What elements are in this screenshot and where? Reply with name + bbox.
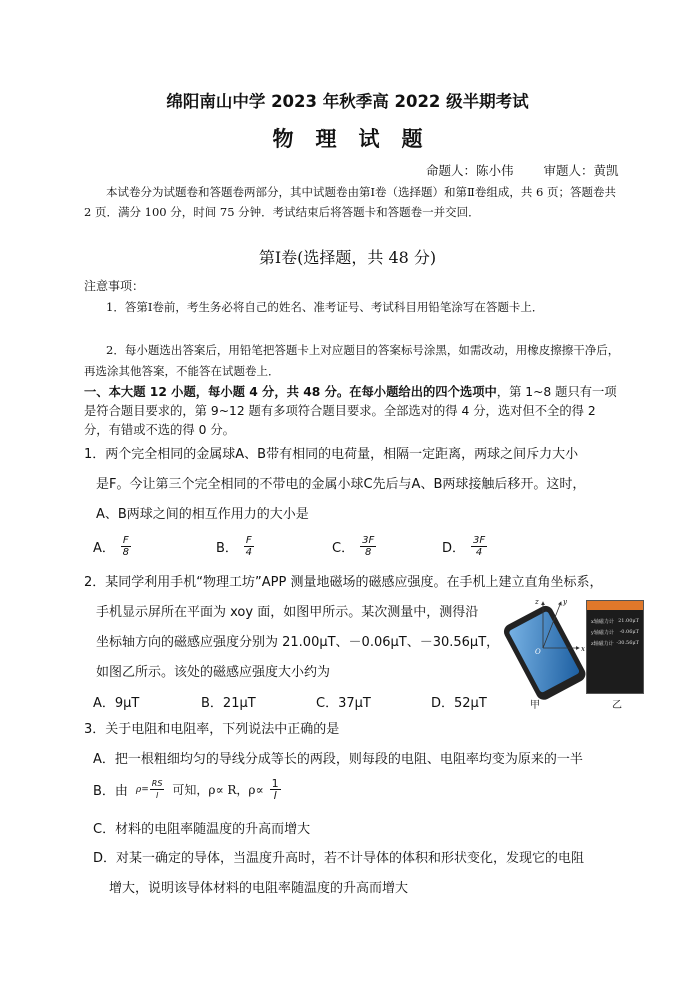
- q1-line3: A、B两球之间的相互作用力的大小是: [96, 507, 309, 522]
- screen-row-z-name: z轴磁力计: [591, 641, 614, 647]
- q1-option-d-fraction: [471, 535, 487, 558]
- screen-row-y-value: -0.06μT: [619, 629, 639, 635]
- q1-option-a-fraction: [121, 535, 131, 558]
- q1-options: [93, 535, 487, 558]
- q1-option-b-fraction: [244, 535, 254, 558]
- figure-b-label: 乙: [612, 700, 622, 711]
- part-one-instructions: [84, 383, 620, 440]
- q3-formula-num: RS: [151, 779, 163, 788]
- subject-title: 物理试题: [272, 127, 445, 151]
- reviewer: 审题人：黄凯: [543, 163, 619, 178]
- q3-option-b-prefix: B．由: [93, 784, 128, 799]
- section-heading: 第Ⅰ卷(选择题，共 48 分): [258, 248, 437, 267]
- app-header-bar: [587, 601, 643, 610]
- q2-line4: 如图乙所示。该处的磁感应强度大小约为: [96, 665, 331, 680]
- q2-option-a[interactable]: A．9μT: [93, 696, 140, 711]
- q3-stem: 3．关于电阻和电阻率，下列说法中正确的是: [84, 722, 340, 737]
- q2-options: [93, 692, 487, 711]
- app-screenshot: [586, 600, 644, 694]
- q1-option-b-den: 4: [245, 547, 252, 558]
- q2-line3: 坐标轴方向的磁感应强度分别为 21.00μT、－0.06μT、－30.56μT，: [96, 635, 500, 650]
- q3-formula-den: l: [155, 791, 159, 800]
- q2-option-d[interactable]: D．52μT: [431, 696, 487, 711]
- screen-row-x-name: x轴磁力计: [591, 619, 614, 625]
- q1-option-b-label: B．: [216, 541, 238, 556]
- notice-item-1: 1．答第Ⅰ卷前，考生务必将自己的姓名、准考证号、考试科目用铅笔涂写在答题卡上．: [106, 300, 544, 314]
- q1-option-c-num: 3F: [362, 535, 375, 546]
- z-axis-label: z: [535, 598, 539, 606]
- x-axis-label: x: [581, 645, 585, 653]
- q3-option-a[interactable]: A．把一根粗细均匀的导线分成等长的两段，则每段的电阻、电阻率均变为原来的一半: [93, 752, 583, 767]
- authors: [426, 161, 645, 179]
- q1-option-a-num: F: [122, 535, 129, 546]
- q3-option-d-line2: 增大，说明该导体材料的电阻率随温度的升高而增大: [109, 881, 409, 896]
- part-one-bold: 四个选项中: [435, 385, 497, 399]
- origin-label: O: [535, 648, 541, 656]
- screen-row-z-value: -30.56μT: [616, 640, 639, 646]
- q1-option-d-label: D．: [442, 541, 466, 556]
- q3-option-d-line1: D．对某一确定的导体，当温度升高时，若不计导体的体积和形状变化，发现它的电阻: [93, 851, 585, 866]
- q2-line1: 2．某同学利用手机“物理工坊”APP 测量地磁场的磁感应强度。在手机上建立直角坐标系，: [84, 575, 603, 590]
- q3-inverse-den: l: [273, 789, 277, 802]
- q1-option-a-label: A．: [93, 541, 115, 556]
- q3-option-b[interactable]: [93, 778, 281, 801]
- part-one-suffix: ，第 1~8 题只有一项是符合题目要求的，第 9~12 题有多项符合题目要求。全部选对的得 4 分，选对但不全的得 2 分，有错或不选的得 0 分。: [84, 385, 617, 437]
- notice-heading: 注意事项：: [84, 279, 145, 293]
- q1-line1: 1．两个完全相同的金属球A、B带有相同的电荷量，相隔一定距离，两球之间斥力大小: [84, 447, 579, 462]
- q1-option-d[interactable]: [442, 535, 487, 558]
- screen-row-z: [587, 638, 643, 649]
- q3-inverse-fraction: [270, 778, 281, 801]
- q3-inverse-num: 1: [271, 777, 279, 790]
- q3-option-b-mid: 可知，ρ∝ R，ρ∝: [172, 783, 264, 797]
- q1-option-c-fraction: [360, 535, 376, 558]
- question-1: [84, 440, 620, 530]
- exam-title: 绵阳南山中学 2023 年秋季高 2022 级半期考试: [166, 92, 529, 111]
- screen-row-y-name: y轴磁力计: [591, 630, 614, 636]
- q3-formula-lhs: ρ=: [135, 784, 149, 795]
- q2-line2: 手机显示屏所在平面为 xoy 面，如图甲所示。某次测量中，测得沿: [96, 605, 479, 620]
- q1-option-c[interactable]: [332, 535, 442, 558]
- y-axis-label: y: [563, 598, 567, 606]
- q1-option-a[interactable]: [93, 535, 216, 558]
- q1-option-c-label: C．: [332, 541, 355, 556]
- q1-option-d-num: 3F: [473, 535, 486, 546]
- q1-option-c-den: 8: [364, 547, 372, 558]
- q1-option-d-den: 4: [475, 547, 483, 558]
- intro-paragraph: 本试卷分为试题卷和答题卷两部分，其中试题卷由第Ⅰ卷（选择题）和第Ⅱ卷组成，共 6 页；答题卷共 2 页．满分 100 分，时间 75 分钟．考试结束后将答题卡和答题卷一并交回．: [84, 185, 616, 219]
- part-one-prefix: 一、本大题 12 小题，每小题 4 分，共 48 分。在每小题给出的: [84, 385, 436, 399]
- q1-option-a-den: 8: [122, 547, 129, 558]
- q2-option-b[interactable]: B．21μT: [201, 696, 256, 711]
- author: 命题人：陈小伟: [426, 163, 514, 178]
- q3-formula-fraction: [150, 778, 165, 801]
- notice-item-2: 2．每小题选出答案后，用铅笔把答题卡上对应题目的答案标号涂黑，如需改动，用橡皮擦擦干净后，再选涂其他答案，不能答在试题卷上．: [84, 343, 620, 378]
- q2-option-c[interactable]: C．37μT: [316, 696, 371, 711]
- q1-option-b-num: F: [245, 535, 252, 546]
- screen-row-x: [587, 616, 643, 627]
- screen-row-x-value: 21.00μT: [618, 618, 639, 624]
- q3-option-c[interactable]: C．材料的电阻率随温度的升高而增大: [93, 822, 311, 837]
- screen-row-y: [587, 627, 643, 638]
- q1-option-b[interactable]: [216, 535, 332, 558]
- phone-axes-figure: [497, 596, 595, 700]
- figure-a-label: 甲: [530, 700, 540, 711]
- q1-line2: 是F。今让第三个完全相同的不带电的金属小球C先后与A、B两球接触后移开。这时，: [96, 477, 586, 492]
- q3-option-d[interactable]: [93, 844, 633, 904]
